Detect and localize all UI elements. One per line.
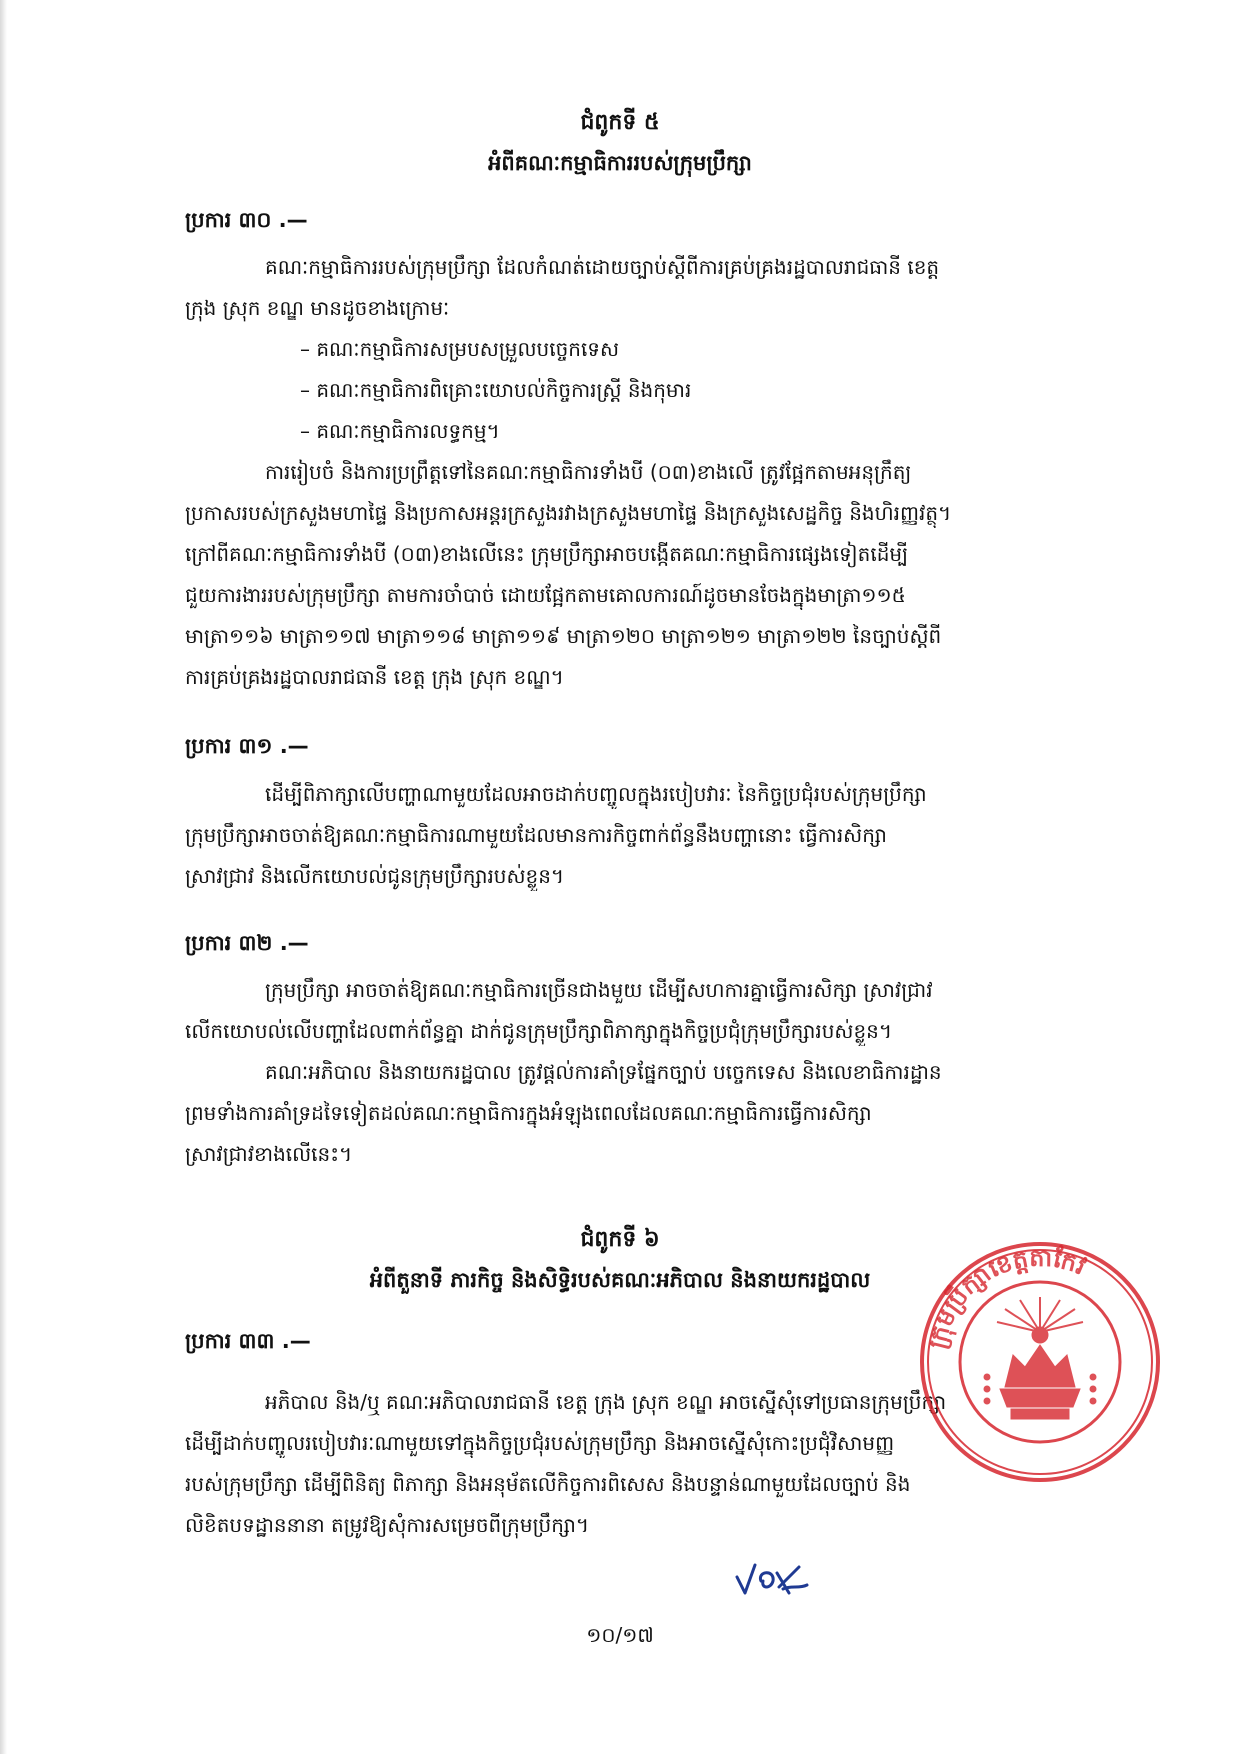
article-33-line: លិខិតបទដ្ឋាននានា តម្រូវឱ្យសុំការសម្រេចពីក្រុមប្រឹក្សា។ <box>185 1513 590 1537</box>
article-32-line: ស្រាវជ្រាវខាងលើនេះ។ <box>185 1142 353 1166</box>
page-number: ១០/១៧ <box>586 1623 654 1647</box>
article-30-line: ជួយការងាររបស់ក្រុមប្រឹក្សា តាមការចាំបាច់ ដោយផ្អែកតាមគោលការណ៍ដូចមានចែងក្នុងមាត្រា១១៥ <box>185 583 906 607</box>
article-30-bullet-item: – គណៈកម្មាធិការសម្របសម្រួលបច្ចេកទេស <box>300 337 620 361</box>
chapter-5-title: ជំពូកទី ៥ <box>580 110 660 135</box>
article-30-line: ការគ្រប់គ្រងរដ្ឋបាលរាជធានី ខេត្ត ក្រុង ស្រុក ខណ្ឌ។ <box>185 665 564 689</box>
article-33-line: ដើម្បីដាក់បញ្ចូលរបៀបវារៈណាមួយទៅក្នុងកិច្ចប្រជុំរបស់ក្រុមប្រឹក្សា និងអាចស្នើសុំកោះប្រជុំវិសាមញ្ញ <box>185 1431 895 1455</box>
article-30-line: ក្រៅពីគណៈកម្មាធិការទាំងបី (០៣)ខាងលើនេះ ក្រុមប្រឹក្សាអាចបង្កើតគណៈកម្មាធិការផ្សេងទៀតដើម្បី <box>185 542 909 566</box>
scan-edge-shadow <box>0 0 7 1754</box>
article-32-line: លើកយោបល់លើបញ្ហាដែលពាក់ព័ន្ធគ្នា ដាក់ជូនក្រុមប្រឹក្សាពិភាក្សាក្នុងកិច្ចប្រជុំក្រុមប្រឹក្សារបស់ខ្លួន។ <box>185 1019 893 1043</box>
chapter-5-subtitle: អំពីគណៈកម្មាធិការរបស់ក្រុមប្រឹក្សា <box>488 151 752 175</box>
article-33-line: អភិបាល និង/ឬ គណៈអភិបាលរាជធានី ខេត្ត ក្រុង ស្រុក ខណ្ឌ អាចស្នើសុំទៅប្រធានក្រុមប្រឹក្សា <box>265 1390 947 1414</box>
article-32-line: ក្រុមប្រឹក្សា អាចចាត់ឱ្យគណៈកម្មាធិការច្រើនជាងមួយ ដើម្បីសហការគ្នាធ្វើការសិក្សា ស្រាវជ្រាវ <box>265 978 933 1002</box>
svg-text:ក្រុមប្រឹក្សាខេត្តតាកែវ <box>923 1244 1091 1353</box>
article-30-line: ការរៀបចំ និងការប្រព្រឹត្តទៅនៃគណៈកម្មាធិការទាំងបី (០៣)ខាងលើ ត្រូវផ្អែកតាមអនុក្រឹត្យ <box>265 460 912 484</box>
handwritten-initials <box>733 1559 813 1599</box>
seal-ring-text: ក្រុមប្រឹក្សាខេត្តតាកែវ <box>922 1243 1090 1352</box>
seal-emblem <box>984 1297 1096 1419</box>
article-30-bullet-item: – គណៈកម្មាធិការពិគ្រោះយោបល់កិច្ចការស្ត្រី និងកុមារ <box>300 378 692 402</box>
article-31-heading: ប្រការ ៣១ .— <box>185 734 309 758</box>
article-30-bullet-item: – គណៈកម្មាធិការលទ្ធកម្ម។ <box>300 419 500 443</box>
article-30-heading: ប្រការ ៣០ .— <box>185 208 308 232</box>
article-30-line: ក្រុង ស្រុក ខណ្ឌ មានដូចខាងក្រោមៈ <box>185 296 450 320</box>
article-31-line: ស្រាវជ្រាវ និងលើកយោបល់ជូនក្រុមប្រឹក្សារបស់ខ្លួន។ <box>185 864 565 888</box>
article-32-heading: ប្រការ ៣២ .— <box>185 931 309 955</box>
article-32-line: គណៈអភិបាល និងនាយករដ្ឋបាល ត្រូវផ្តល់ការគាំទ្រផ្នែកច្បាប់ បច្ចេកទេស និងលេខាធិការដ្ឋាន <box>265 1060 942 1084</box>
chapter-6-title: ជំពូកទី ៦ <box>580 1227 660 1252</box>
article-30-line: ប្រកាសរបស់ក្រសួងមហាផ្ទៃ និងប្រកាសអន្តរក្រសួងរវាងក្រសួងមហាផ្ទៃ និងក្រសួងសេដ្ឋកិច្ច និងហិរញ្ញវត្ថុ។ <box>185 501 952 525</box>
official-seal <box>915 1237 1165 1487</box>
article-31-line: ដើម្បីពិភាក្សាលើបញ្ហាណាមួយដែលអាចដាក់បញ្ចូលក្នុងរបៀបវារៈ នៃកិច្ចប្រជុំរបស់ក្រុមប្រឹក្សា <box>265 782 927 806</box>
chapter-6-subtitle: អំពីតួនាទី ភារកិច្ច និងសិទ្ធិរបស់គណៈអភិបាល និងនាយករដ្ឋបាល <box>369 1268 871 1292</box>
article-31-line: ក្រុមប្រឹក្សាអាចចាត់ឱ្យគណៈកម្មាធិការណាមួយដែលមានការកិច្ចពាក់ព័ន្ធនឹងបញ្ហានោះ ធ្វើការសិក្សា <box>185 823 887 847</box>
article-33-heading: ប្រការ ៣៣ .— <box>185 1329 311 1353</box>
article-30-line: គណៈកម្មាធិការរបស់ក្រុមប្រឹក្សា ដែលកំណត់ដោយច្បាប់ស្តីពីការគ្រប់គ្រងរដ្ឋបាលរាជធានី ខេត្ត <box>265 255 940 279</box>
article-33-line: របស់ក្រុមប្រឹក្សា ដើម្បីពិនិត្យ ពិភាក្សា និងអនុម័តលើកិច្ចការពិសេស និងបន្ទាន់ណាមួយដែលច្បាប់ និង <box>185 1472 911 1496</box>
article-30-line: មាត្រា១១៦ មាត្រា១១៧ មាត្រា១១៨ មាត្រា១១៩ មាត្រា១២០ មាត្រា១២១ មាត្រា១២២ នៃច្បាប់ស្តីពី <box>185 624 942 648</box>
article-32-line: ព្រមទាំងការគាំទ្រដទៃទៀតដល់គណៈកម្មាធិការក្នុងអំឡុងពេលដែលគណៈកម្មាធិការធ្វើការសិក្សា <box>185 1101 872 1125</box>
